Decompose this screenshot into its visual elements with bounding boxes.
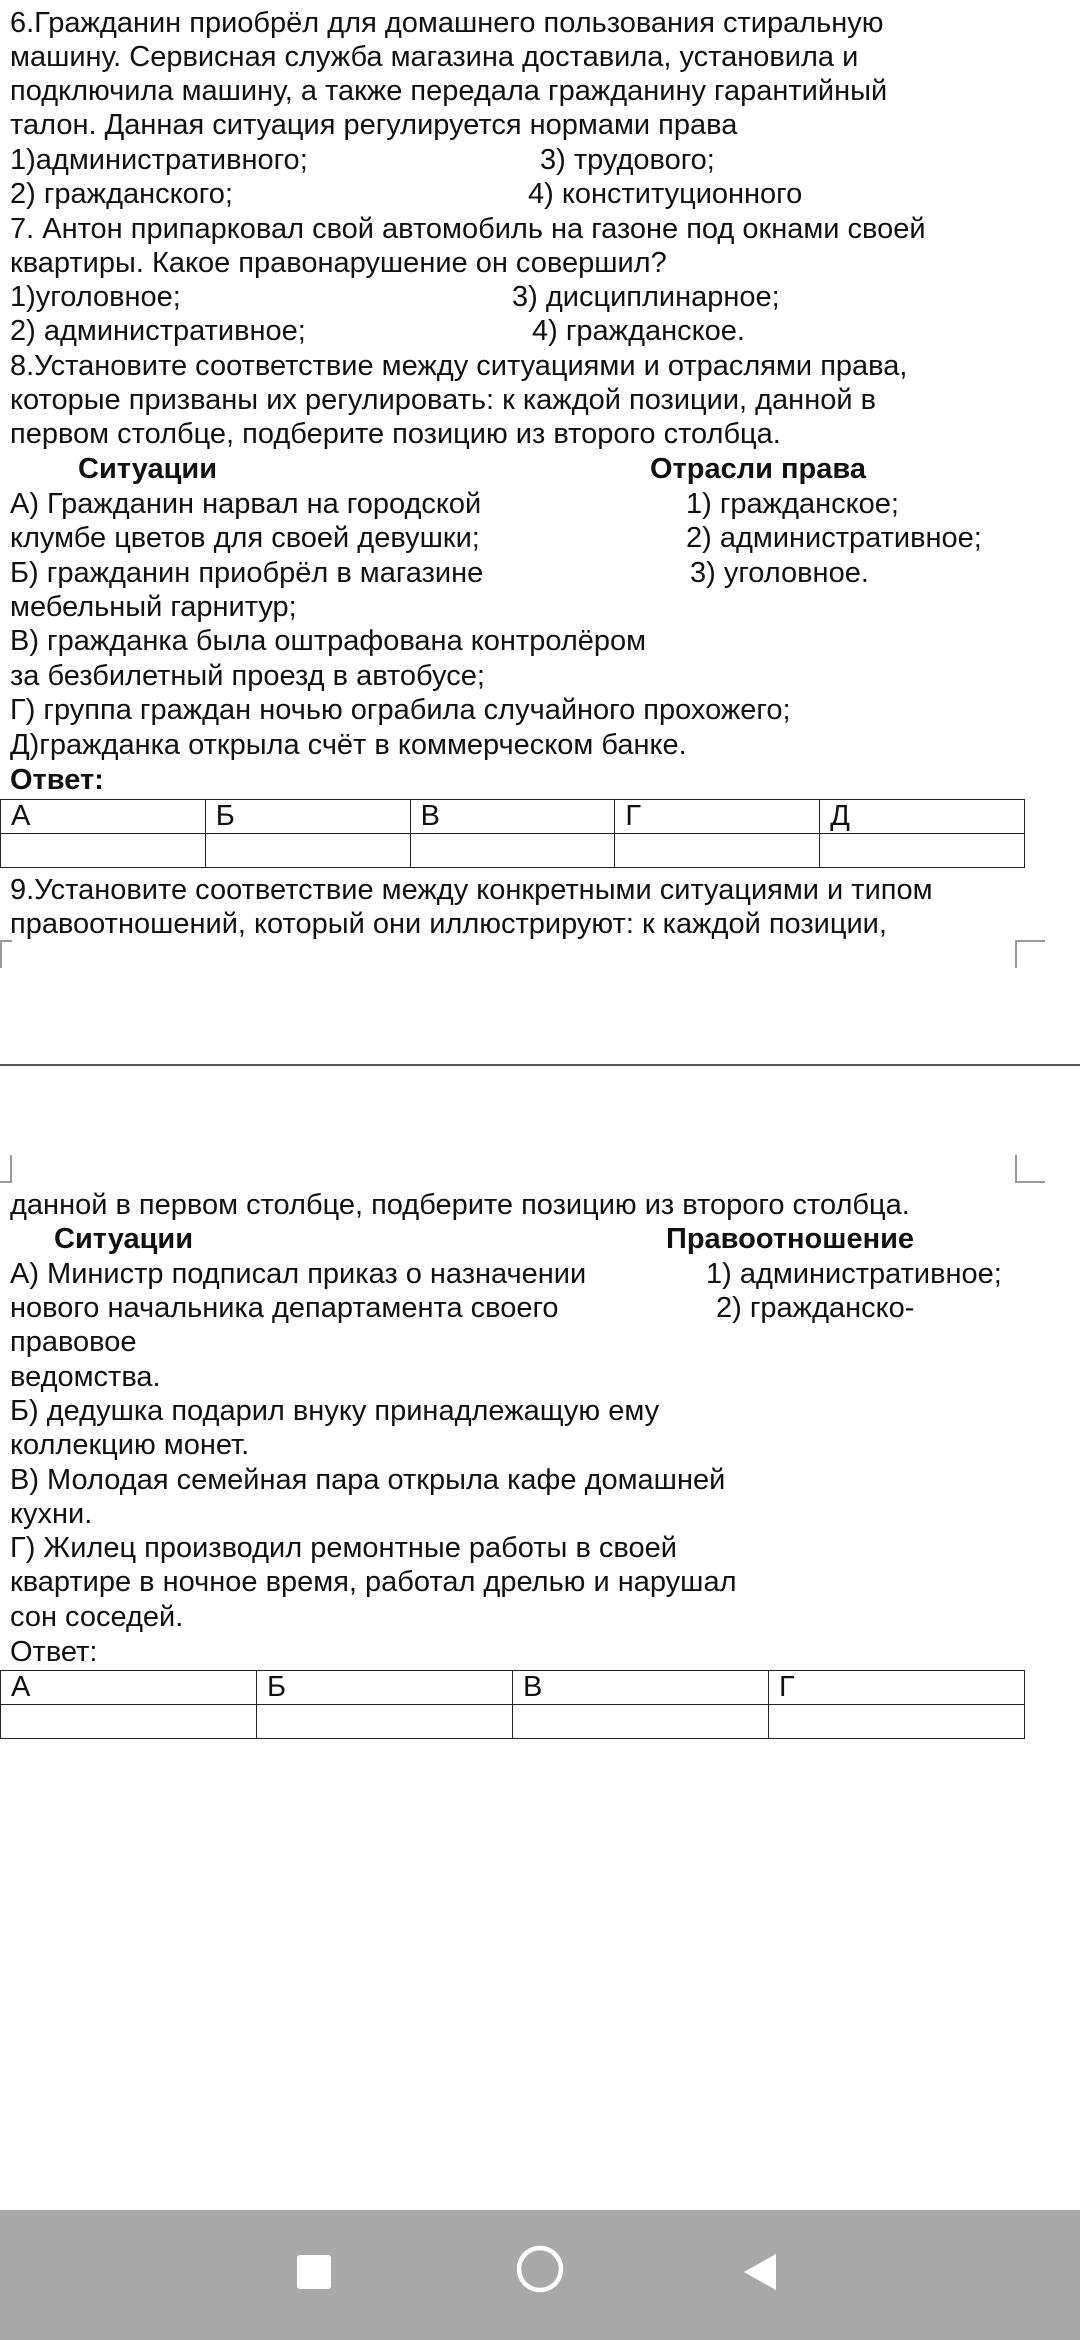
table-header-cell: Г [769,1671,1025,1705]
text-line: первом столбце, подберите позицию из второго столбца. [10,418,781,450]
relation-option: 1) административное; [706,1258,1002,1290]
page-corner-mark [1015,1155,1045,1183]
text-line: 6.Гражданин приобрёл для домашнего пользования стиральную [10,7,884,39]
answer-label: Ответ: [10,764,104,796]
situation-line: правовое [10,1326,137,1358]
answer-cell[interactable] [769,1705,1025,1739]
situation-line: Д)гражданка открыла счёт в коммерческом банке. [10,729,687,761]
answer-table [0,1670,1025,1739]
answer-cell[interactable] [1,834,206,868]
situation-line: В) Молодая семейная пара открыла кафе домашней [10,1464,726,1496]
situation-line: коллекцию монет. [10,1429,250,1461]
situation-line: А) Министр подписал приказ о назначении [10,1258,587,1290]
table-row [1,834,1025,868]
answer-option: 1)административного; [10,144,308,176]
table-header-cell: А [1,800,206,834]
document-page-2 [0,1185,1080,1765]
answer-cell[interactable] [615,834,820,868]
answer-option: 1)уголовное; [10,281,181,313]
column-header: Ситуации [54,1223,194,1255]
page-corner-mark [0,940,12,968]
column-header: Отрасли права [650,453,866,485]
table-header-cell: В [410,800,615,834]
text-line: квартиры. Какое правонарушение он совершил? [10,247,667,279]
answer-cell[interactable] [205,834,410,868]
recents-square-icon[interactable] [297,2255,331,2289]
text-line: которые призваны их регулировать: к каждой позиции, данной в [10,384,877,416]
situation-line: Б) дедушка подарил внуку принадлежащую ему [10,1395,660,1427]
page-divider [0,1064,1080,1066]
situation-line: Г) Жилец производил ремонтные работы в своей [10,1532,677,1564]
answer-table [0,799,1025,868]
branch-option: 2) административное; [686,522,982,554]
answer-cell[interactable] [513,1705,769,1739]
situation-line: нового начальника департамента своего [10,1292,559,1324]
situation-line: клумбе цветов для своей девушки; [10,522,480,554]
situation-line: ведомства. [10,1361,161,1393]
text-line: данной в первом столбце, подберите позицию из второго столбца. [10,1189,910,1221]
table-row [1,1705,1025,1739]
situation-line: сон соседей. [10,1601,184,1633]
branch-option: 3) уголовное. [690,557,869,589]
answer-cell[interactable] [257,1705,513,1739]
home-circle-icon[interactable] [514,2243,566,2295]
document-page-1 [0,0,1080,950]
text-line: правоотношений, который они иллюстрируют: к каждой позиции, [10,908,887,940]
table-header-cell: Г [615,800,820,834]
relation-option: 2) гражданско- [716,1292,915,1324]
text-line: талон. Данная ситуация регулируется нормами права [10,109,738,141]
column-header: Ситуации [78,453,218,485]
situation-line: А) Гражданин нарвал на городской [10,488,482,520]
text-line: машину. Сервисная служба магазина доставила, установила и [10,41,859,73]
branch-option: 1) гражданское; [686,488,899,520]
text-line: 7. Антон припарковал свой автомобиль на газоне под окнами своей [10,213,926,245]
answer-option: 4) конституционного [528,178,803,210]
text-line: 9.Установите соответствие между конкретными ситуациями и типом [10,874,933,906]
situation-line: В) гражданка была оштрафована контролёром [10,625,647,657]
answer-label: Ответ: [10,1636,98,1668]
answer-option: 2) гражданского; [10,178,233,210]
situation-line: кухни. [10,1498,93,1530]
table-row [1,1671,1025,1705]
text-line: подключила машину, а также передала гражданину гарантийный [10,75,888,107]
answer-cell[interactable] [820,834,1025,868]
page-corner-mark [1015,940,1045,968]
text-line: 8.Установите соответствие между ситуациями и отраслями права, [10,350,908,382]
answer-option: 3) трудового; [540,144,715,176]
situation-line: Б) гражданин приобрёл в магазине [10,557,484,589]
situation-line: мебельный гарнитур; [10,591,297,623]
situation-line: Г) группа граждан ночью ограбила случайного прохожего; [10,694,791,726]
table-header-cell: Б [205,800,410,834]
navigation-bar [0,2210,1080,2340]
column-header: Правоотношение [666,1223,915,1255]
answer-cell[interactable] [1,1705,257,1739]
table-header-cell: Д [820,800,1025,834]
table-row [1,800,1025,834]
answer-option: 2) административное; [10,315,306,347]
table-header-cell: А [1,1671,257,1705]
table-header-cell: Б [257,1671,513,1705]
answer-option: 4) гражданское. [532,315,745,347]
answer-cell[interactable] [410,834,615,868]
table-header-cell: В [513,1671,769,1705]
situation-line: квартире в ночное время, работал дрелью и нарушал [10,1566,737,1598]
back-triangle-icon[interactable] [742,2252,778,2292]
situation-line: за безбилетный проезд в автобусе; [10,660,485,692]
page-corner-mark [0,1155,12,1183]
answer-option: 3) дисциплинарное; [512,281,780,313]
